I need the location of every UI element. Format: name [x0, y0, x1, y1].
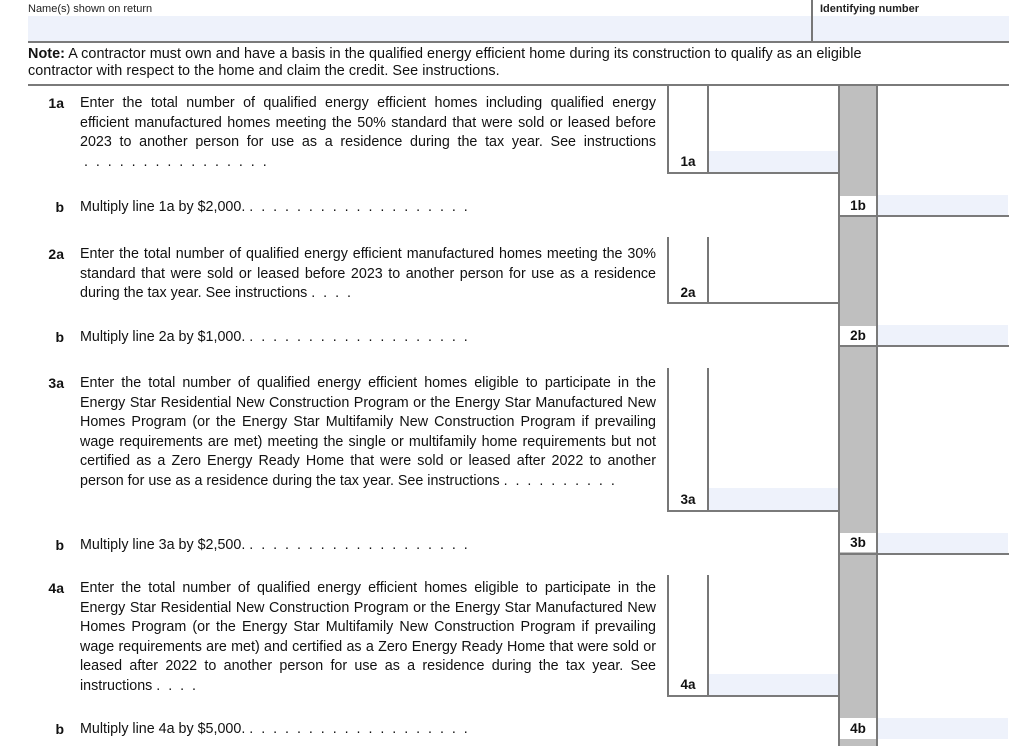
line-2a-text	[80, 245, 656, 304]
line-4a-number: 4a	[48, 580, 64, 596]
line-4a-leader-dots: . . . .	[152, 677, 197, 694]
identifying-number-label: Identifying number	[820, 3, 919, 15]
line-2b-number: b	[55, 329, 64, 345]
line-2a-input[interactable]	[709, 283, 838, 302]
line-3b-text-body: Multiply line 3a by $2,500.	[80, 537, 246, 553]
line-1a-leader-dots: . . . . . . . . . . . . . . . .	[80, 153, 267, 170]
line-4b-leader-dots: . . . . . . . . . . . . . . . . . . .	[245, 721, 468, 737]
names-field[interactable]	[28, 16, 811, 41]
names-label: Name(s) shown on return	[28, 3, 153, 15]
line-4b-text	[80, 720, 840, 740]
header-rule	[28, 41, 1009, 43]
line-1b-box-label: 1b	[840, 196, 876, 215]
line-2b-input[interactable]	[878, 325, 1008, 345]
line-2b-text-body: Multiply line 2a by $1,000.	[80, 329, 246, 345]
note-line-1-text: A contractor must own and have a basis in the qualified energy efficient home during its construction to qualify as an eligible	[65, 46, 862, 62]
line-3b-box-label: 3b	[840, 533, 876, 552]
line-3a-text-body: Enter the total number of qualified energy efficient homes eligible to participate in the Energy Star Residential New Construction Program or the Energy Star Manufactured New Homes Program (or the Energy Star Multifamily New Construction Program if prevailing wage requirements are met) meeting the single or multifamily home requirements but not certified as a Zero Energy Ready Home that were sold or leased after 2022 to another person for use as a residence during the tax year. See instructions	[80, 375, 656, 489]
line-4a-text-body: Enter the total number of qualified energy efficient homes eligible to participate in the Energy Star Residential New Construction Program or the Energy Star Manufactured New Homes Program (or the Energy Star Multifamily New Construction Program if prevailing wage requirements are met) and certified as a Zero Energy Ready Home that were sold or leased after 2022 to another person for use as a residence during the tax year. See instructions	[80, 580, 656, 694]
line-3b-rule	[838, 553, 1009, 555]
note-text	[28, 46, 1013, 80]
line-4a-text	[80, 579, 656, 697]
line-2a-box-label: 2a	[669, 285, 707, 300]
line-3a-number: 3a	[48, 375, 64, 391]
line-2b-rule	[838, 345, 1009, 347]
line-4a-box-bottom	[667, 695, 839, 697]
line-1a-input[interactable]	[709, 151, 838, 172]
line-3b-text	[80, 536, 840, 556]
identifying-number-field[interactable]	[813, 16, 1009, 41]
line-4b-number: b	[55, 721, 64, 737]
line-3a-leader-dots: . . . . . . . . . .	[499, 472, 615, 489]
line-1b-text	[80, 198, 840, 218]
line-1b-input[interactable]	[878, 195, 1008, 215]
line-2b-text	[80, 328, 840, 348]
line-3b-leader-dots: . . . . . . . . . . . . . . . . . . .	[245, 537, 468, 553]
line-4a-box-label: 4a	[669, 677, 707, 692]
line-3a-input[interactable]	[709, 488, 838, 510]
line-2a-text-body: Enter the total number of qualified energy efficient manufactured homes meeting the 30% standard that were sold or leased before 2023 to another person for use as a residence during the tax year. See instructions	[80, 246, 656, 302]
line-4b-input[interactable]	[878, 718, 1008, 739]
line-1a-text-body: Enter the total number of qualified energy efficient homes including qualified energy efficient manufactured homes meeting the 50% standard that were sold or leased before 2023 to another person for use as a residence during the tax year. See instructions	[80, 95, 656, 151]
line-1a-box-bottom	[667, 172, 839, 174]
note-line-1	[28, 46, 1013, 63]
line-1a-number: 1a	[48, 95, 64, 111]
line-4a-input[interactable]	[709, 674, 838, 695]
line-2b-leader-dots: . . . . . . . . . . . . . . . . . . .	[245, 329, 468, 345]
line-4b-box-label: 4b	[840, 718, 876, 739]
line-2a-box-bottom	[667, 302, 839, 304]
line-3a-box-left	[667, 368, 669, 511]
line-1b-rule	[838, 215, 1009, 217]
note-line-2: contractor with respect to the home and claim the credit. See instructions.	[28, 63, 500, 79]
line-1b-leader-dots: . . . . . . . . . . . . . . . . . . .	[245, 199, 468, 215]
line-3b-input[interactable]	[878, 533, 1008, 553]
line-1b-number: b	[55, 199, 64, 215]
line-3b-number: b	[55, 537, 64, 553]
note-prefix: Note:	[28, 46, 66, 62]
line-3a-box-bottom	[667, 510, 839, 512]
line-3a-box-label: 3a	[669, 492, 707, 507]
line-1a-text	[80, 94, 656, 172]
line-1a-box-label: 1a	[669, 154, 707, 169]
line-2b-box-label: 2b	[840, 326, 876, 345]
line-3a-text	[80, 374, 656, 492]
line-4b-text-body: Multiply line 4a by $5,000.	[80, 721, 246, 737]
line-1b-text-body: Multiply line 1a by $2,000.	[80, 199, 246, 215]
shaded-column	[838, 86, 878, 746]
line-2a-number: 2a	[48, 246, 64, 262]
line-2a-leader-dots: . . . .	[307, 285, 351, 302]
